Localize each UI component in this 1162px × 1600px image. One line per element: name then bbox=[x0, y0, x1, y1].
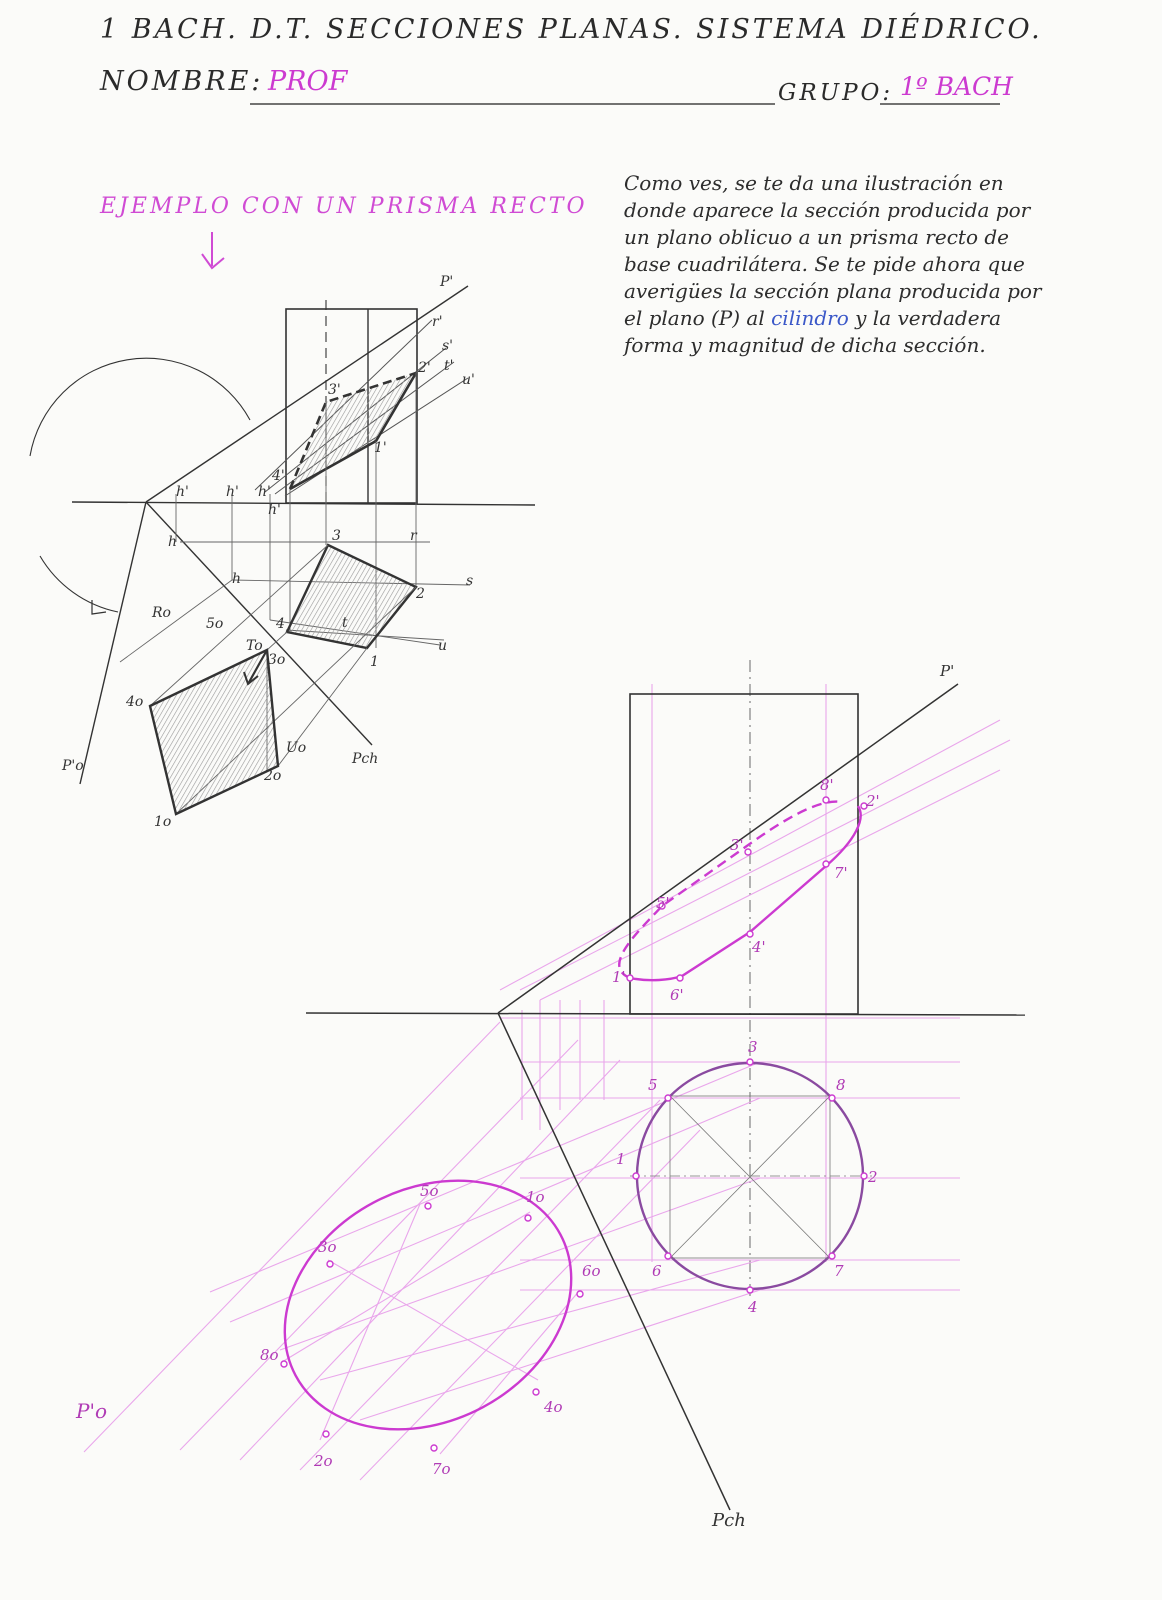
instructions-part-1: Como ves, se te da una ilustración en donde aparece la sección producida por un plano oblicuo a un prisma recto de base cuadrilátera. Se te pide ahora que averigües la sección plana producida por el plano (P) al bbox=[624, 171, 1042, 330]
cyl-label-8-prime: 8' bbox=[820, 776, 834, 794]
cyl-abatido-label: P'o bbox=[76, 1399, 107, 1423]
label-r-prime: r' bbox=[432, 314, 443, 330]
label-s-prime: s' bbox=[442, 338, 454, 354]
label-4-prime: 4' bbox=[272, 468, 285, 484]
instructions-part-2: y la verdadera forma y magnitud de dicha sección. bbox=[624, 306, 1002, 357]
label-h-a: h bbox=[168, 534, 178, 550]
label-t: t bbox=[342, 615, 348, 631]
cyl-label-2o: 2o bbox=[314, 1452, 333, 1470]
label-Ro: Ro bbox=[152, 605, 171, 621]
cyl-label-2-prime: 2' bbox=[866, 792, 880, 810]
cyl-label-6: 6 bbox=[652, 1262, 662, 1280]
cyl-label-7: 7 bbox=[834, 1262, 844, 1280]
cyl-label-3: 3 bbox=[748, 1038, 758, 1056]
label-vertex-4: 4 bbox=[276, 616, 285, 632]
cyl-label-5o: 5o bbox=[420, 1182, 439, 1200]
label-s: s bbox=[466, 573, 474, 589]
prism-plane-vertical-label: P' bbox=[440, 274, 454, 290]
cyl-label-8: 8 bbox=[836, 1076, 846, 1094]
cyl-pch-label: Pch bbox=[712, 1510, 746, 1531]
name-label: NOMBRE: bbox=[100, 66, 264, 97]
label-vertex-2: 2 bbox=[416, 586, 425, 602]
cyl-label-5-prime: 5' bbox=[656, 894, 670, 912]
cyl-label-2: 2 bbox=[868, 1168, 878, 1186]
cyl-label-6-prime: 6' bbox=[670, 986, 684, 1004]
label-To: To bbox=[246, 638, 263, 654]
label-Uo: Uo bbox=[286, 740, 307, 756]
cyl-label-1o: 1o bbox=[526, 1188, 545, 1206]
group-label: GRUPO: bbox=[778, 80, 894, 106]
cyl-label-4: 4 bbox=[748, 1298, 758, 1316]
label-h-b: h bbox=[232, 571, 242, 587]
worksheet-title: 1 BACH. D.T. SECCIONES PLANAS. SISTEMA DIÉDRICO. bbox=[100, 14, 1043, 45]
cyl-label-4o: 4o bbox=[544, 1398, 563, 1416]
prism-pch-label: Pch bbox=[352, 751, 379, 767]
prism-abatido-label: P'o bbox=[62, 758, 84, 774]
label-r: r bbox=[410, 528, 417, 544]
label-1o: 1o bbox=[154, 814, 172, 830]
prism-true-section bbox=[150, 650, 278, 814]
label-vertex-1: 1 bbox=[370, 654, 379, 670]
plane-horizontal-trace-2 bbox=[498, 1013, 730, 1510]
down-arrow-icon bbox=[202, 232, 224, 268]
group-value: 1º BACH bbox=[900, 72, 1013, 101]
label-u-prime: u' bbox=[462, 372, 475, 388]
label-5o: 5o bbox=[206, 616, 224, 632]
name-value: PROF bbox=[268, 66, 348, 97]
cyl-label-7o: 7o bbox=[432, 1460, 451, 1478]
prism-plan bbox=[287, 545, 416, 648]
label-3-prime: 3' bbox=[328, 382, 341, 398]
cyl-plane-vertical-label: P' bbox=[940, 662, 955, 680]
cylinder-points bbox=[281, 797, 867, 1451]
label-2o: 2o bbox=[264, 768, 282, 784]
label-vertex-3: 3 bbox=[332, 528, 341, 544]
label-h-prime-4: h' bbox=[268, 502, 281, 518]
label-1-prime: 1' bbox=[374, 440, 387, 456]
cyl-label-5: 5 bbox=[648, 1076, 658, 1094]
cylinder-elevation bbox=[630, 694, 858, 1014]
cyl-label-1: 1 bbox=[616, 1150, 626, 1168]
label-h-prime-3: h' bbox=[258, 484, 271, 500]
cyl-label-6o: 6o bbox=[582, 1262, 601, 1280]
rotation-arc-1 bbox=[30, 358, 250, 456]
abatido-trace-1 bbox=[80, 502, 146, 784]
plane-vertical-trace-2 bbox=[498, 684, 958, 1013]
label-t-prime: t' bbox=[444, 358, 454, 374]
cyl-label-4-prime: 4' bbox=[752, 938, 766, 956]
label-2-prime: 2' bbox=[418, 360, 431, 376]
label-h-prime-2: h' bbox=[226, 484, 239, 500]
cyl-label-3o: 3o bbox=[318, 1238, 337, 1256]
cyl-label-8o: 8o bbox=[260, 1346, 279, 1364]
rotation-arc-1b bbox=[40, 556, 118, 612]
label-3o: 3o bbox=[268, 652, 286, 668]
label-4o: 4o bbox=[126, 694, 144, 710]
label-u: u bbox=[438, 638, 448, 654]
cyl-label-3-prime: 3' bbox=[730, 836, 744, 854]
prism-example bbox=[30, 286, 535, 814]
example-caption: EJEMPLO CON UN PRISMA RECTO bbox=[100, 194, 588, 219]
label-h-prime-1: h' bbox=[176, 484, 189, 500]
instructions-highlight: cilindro bbox=[771, 306, 849, 330]
cyl-label-7-prime: 7' bbox=[834, 864, 848, 882]
cyl-label-1-prime: 1' bbox=[612, 968, 626, 986]
